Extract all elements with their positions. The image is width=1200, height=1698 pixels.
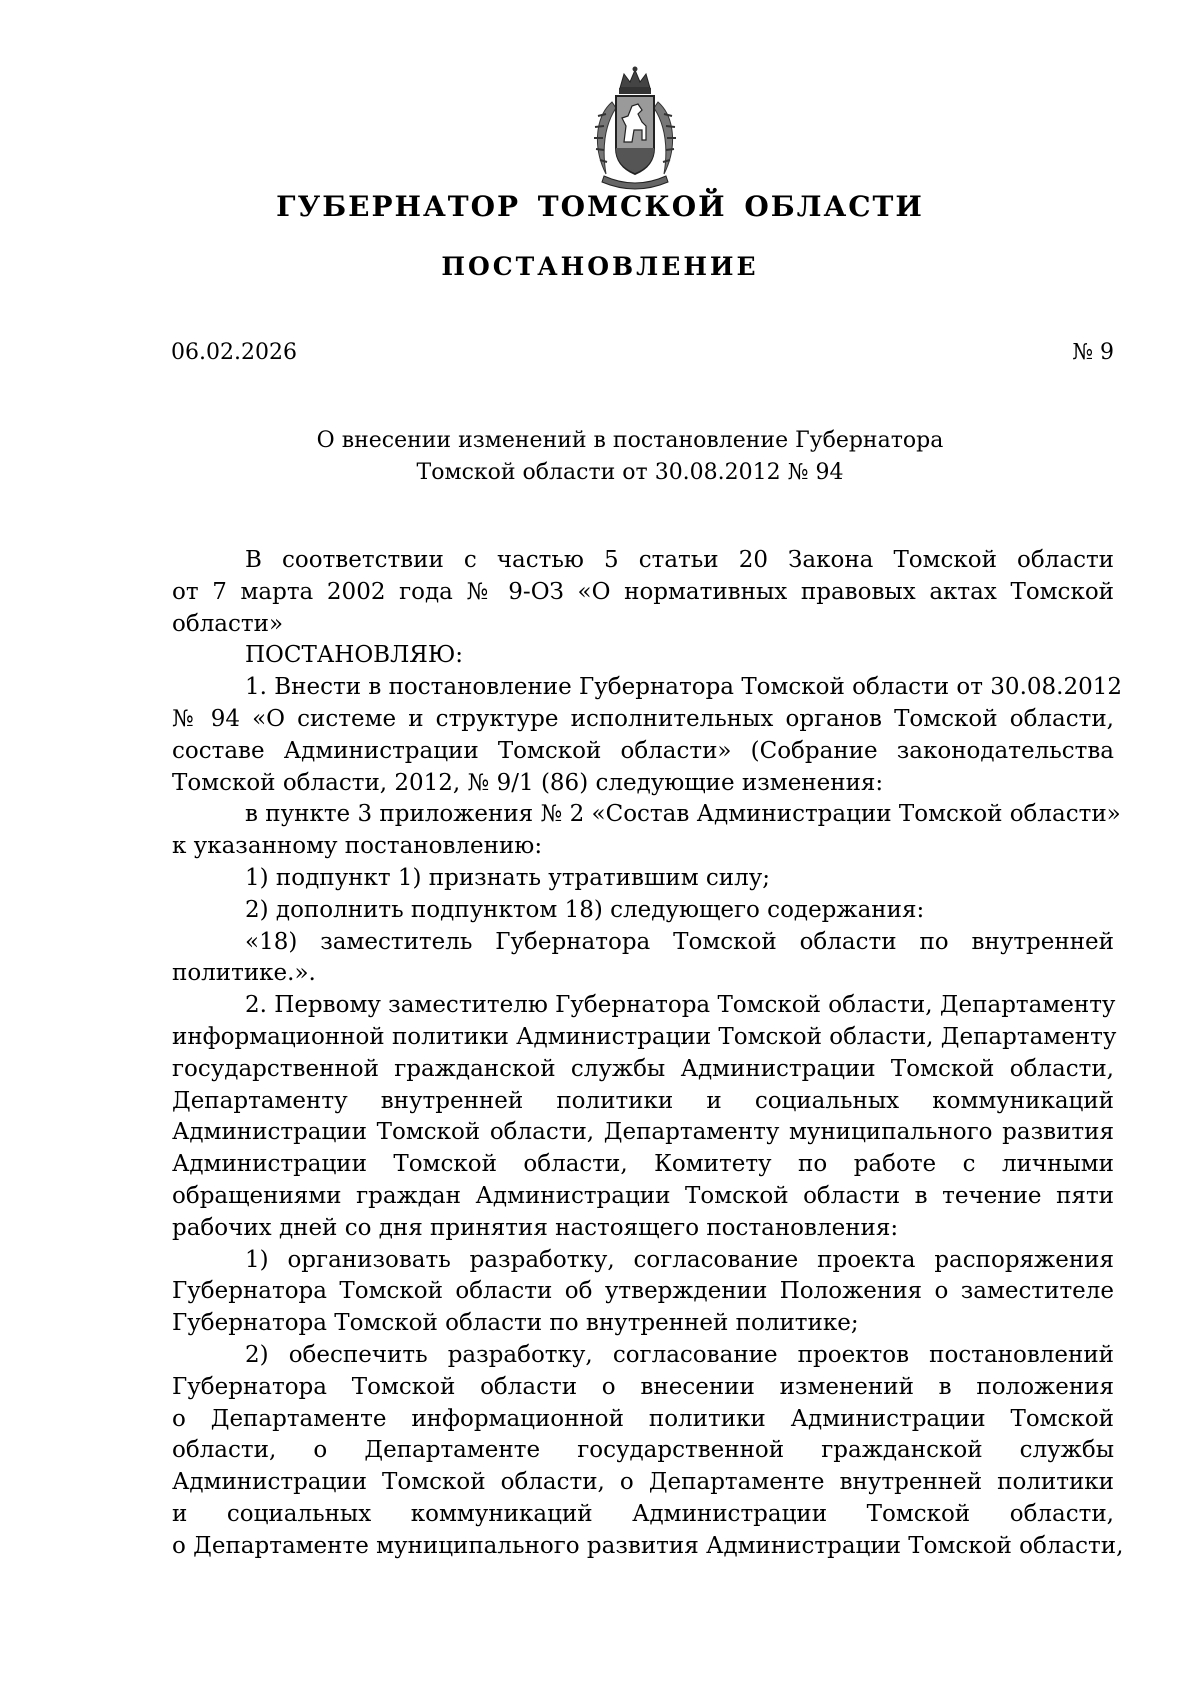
body-line: Администрации Томской области, Комитету по работе с личными (172, 1151, 1114, 1178)
body-line: к указанному постановлению: (172, 833, 543, 860)
document-body (172, 545, 1124, 1563)
body-line: 2. Первому заместителю Губернатора Томской области, Департаменту (245, 992, 1116, 1019)
body-line: Администрации Томской области, о Департаменте внутренней политики (172, 1469, 1114, 1496)
body-line: Губернатора Томской области по внутренней политике; (172, 1310, 859, 1337)
body-line: № 94 «О системе и структуре исполнительных органов Томской области, (172, 705, 1114, 732)
body-line: ПОСТАНОВЛЯЮ: (245, 642, 464, 669)
document-number: № 9 (1072, 340, 1114, 365)
body-line: 1) организовать разработку, согласование проекта распоряжения (245, 1246, 1114, 1273)
body-line: рабочих дней со дня принятия настоящего постановления: (172, 1214, 899, 1241)
tomsk-region-coat-of-arms-icon (576, 66, 694, 192)
body-line: обращениями граждан Администрации Томской области в течение пяти (172, 1182, 1114, 1209)
body-line: составе Администрации Томской области» (Собрание законодательства (172, 737, 1114, 764)
document-date: 06.02.2026 (171, 340, 297, 365)
body-line: государственной гражданской службы Администрации Томской области, (172, 1055, 1114, 1082)
body-line: Администрации Томской области, Департаменту муниципального развития (172, 1119, 1114, 1146)
body-line: 1) подпункт 1) признать утратившим силу; (245, 864, 771, 891)
body-line: о Департаменте информационной политики Администрации Томской (172, 1405, 1114, 1432)
body-line: Губернатора Томской области об утверждении Положения о заместителе (172, 1278, 1114, 1305)
body-line: области» (172, 610, 284, 637)
body-line: политике.». (172, 960, 316, 987)
body-line: 1. Внести в постановление Губернатора Томской области от 30.08.2012 (245, 674, 1122, 701)
body-line: и социальных коммуникаций Администрации Томской области, (172, 1500, 1114, 1527)
body-line: информационной политики Администрации Томской области, Департаменту (172, 1023, 1117, 1050)
subject-line-1: О внесении изменений в постановление Губернатора (316, 428, 944, 453)
body-line: от 7 марта 2002 года № 9-ОЗ «О нормативных правовых актах Томской (172, 578, 1114, 605)
body-line: Губернатора Томской области о внесении изменений в положения (172, 1373, 1114, 1400)
document-type: ПОСТАНОВЛЕНИЕ (441, 252, 759, 281)
body-line: о Департаменте муниципального развития Администрации Томской области, (172, 1532, 1124, 1559)
body-line: В соответствии с частью 5 статьи 20 Закона Томской области (245, 547, 1114, 573)
body-line: 2) обеспечить разработку, согласование проектов постановлений (245, 1341, 1114, 1368)
body-line: Департаменту внутренней политики и социальных коммуникаций (172, 1087, 1114, 1114)
subject-line-2: Томской области от 30.08.2012 № 94 (416, 460, 844, 485)
body-line: в пункте 3 приложения № 2 «Состав Администрации Томской области» (245, 801, 1121, 828)
issuer-title: ГУБЕРНАТОР ТОМСКОЙ ОБЛАСТИ (276, 190, 924, 223)
body-line: области, о Департаменте государственной гражданской службы (172, 1437, 1114, 1464)
body-line: 2) дополнить подпунктом 18) следующего содержания: (245, 896, 925, 923)
body-line: «18) заместитель Губернатора Томской области по внутренней (245, 928, 1114, 955)
body-line: Томской области, 2012, № 9/1 (86) следующие изменения: (172, 769, 884, 796)
